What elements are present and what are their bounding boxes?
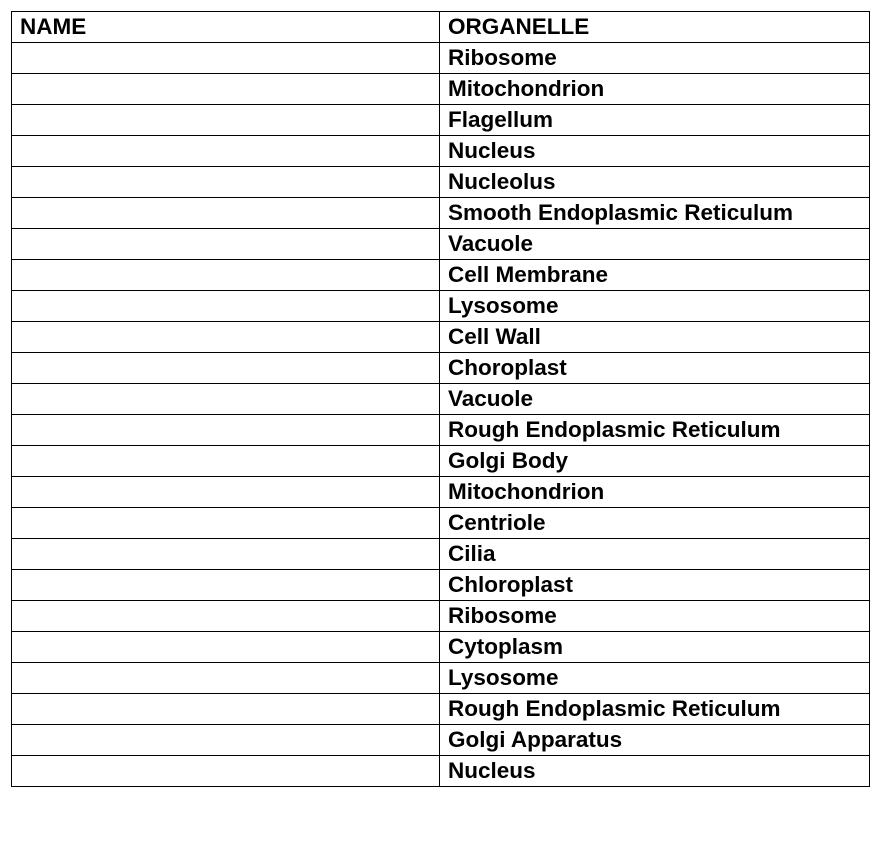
organelle-cell: Choroplast — [440, 353, 870, 384]
name-cell[interactable] — [12, 601, 440, 632]
table-row — [12, 477, 870, 508]
organelle-table — [11, 11, 870, 787]
name-cell[interactable] — [12, 167, 440, 198]
organelle-cell: Cytoplasm — [440, 632, 870, 663]
organelle-cell: Rough Endoplasmic Reticulum — [440, 694, 870, 725]
table-body — [12, 43, 870, 787]
table-row — [12, 43, 870, 74]
organelle-cell: Mitochondrion — [440, 477, 870, 508]
table-header — [12, 12, 870, 43]
table-row — [12, 198, 870, 229]
table-row — [12, 105, 870, 136]
name-cell[interactable] — [12, 136, 440, 167]
organelle-column-header: ORGANELLE — [440, 12, 870, 43]
organelle-cell: Smooth Endoplasmic Reticulum — [440, 198, 870, 229]
organelle-cell: Golgi Body — [440, 446, 870, 477]
organelle-cell: Mitochondrion — [440, 74, 870, 105]
name-cell[interactable] — [12, 415, 440, 446]
table-row — [12, 446, 870, 477]
header-row — [12, 12, 870, 43]
organelle-cell: Vacuole — [440, 229, 870, 260]
table-row — [12, 539, 870, 570]
name-cell[interactable] — [12, 539, 440, 570]
name-cell[interactable] — [12, 508, 440, 539]
table-row — [12, 260, 870, 291]
name-cell[interactable] — [12, 43, 440, 74]
table-row — [12, 663, 870, 694]
table-row — [12, 322, 870, 353]
table-row — [12, 229, 870, 260]
name-cell[interactable] — [12, 725, 440, 756]
organelle-cell: Nucleolus — [440, 167, 870, 198]
table-row — [12, 136, 870, 167]
organelle-cell: Cilia — [440, 539, 870, 570]
table-row — [12, 291, 870, 322]
name-cell[interactable] — [12, 353, 440, 384]
name-cell[interactable] — [12, 322, 440, 353]
organelle-cell: Rough Endoplasmic Reticulum — [440, 415, 870, 446]
name-column-header: NAME — [12, 12, 440, 43]
table-row — [12, 694, 870, 725]
name-cell[interactable] — [12, 446, 440, 477]
organelle-cell: Nucleus — [440, 756, 870, 787]
organelle-cell: Lysosome — [440, 663, 870, 694]
name-cell[interactable] — [12, 632, 440, 663]
organelle-cell: Vacuole — [440, 384, 870, 415]
name-cell[interactable] — [12, 105, 440, 136]
table-row — [12, 353, 870, 384]
table-row — [12, 508, 870, 539]
organelle-cell: Ribosome — [440, 601, 870, 632]
organelle-cell: Cell Wall — [440, 322, 870, 353]
name-cell[interactable] — [12, 663, 440, 694]
organelle-cell: Centriole — [440, 508, 870, 539]
table-row — [12, 415, 870, 446]
organelle-cell: Cell Membrane — [440, 260, 870, 291]
table-row — [12, 756, 870, 787]
organelle-cell: Nucleus — [440, 136, 870, 167]
table-row — [12, 570, 870, 601]
name-cell[interactable] — [12, 260, 440, 291]
name-cell[interactable] — [12, 570, 440, 601]
table-row — [12, 632, 870, 663]
organelle-cell: Chloroplast — [440, 570, 870, 601]
table-row — [12, 384, 870, 415]
name-cell[interactable] — [12, 756, 440, 787]
table-row — [12, 601, 870, 632]
table-row — [12, 74, 870, 105]
name-cell[interactable] — [12, 229, 440, 260]
name-cell[interactable] — [12, 694, 440, 725]
table-row — [12, 725, 870, 756]
name-cell[interactable] — [12, 384, 440, 415]
organelle-cell: Flagellum — [440, 105, 870, 136]
organelle-cell: Ribosome — [440, 43, 870, 74]
name-cell[interactable] — [12, 477, 440, 508]
name-cell[interactable] — [12, 74, 440, 105]
table-row — [12, 167, 870, 198]
organelle-cell: Golgi Apparatus — [440, 725, 870, 756]
organelle-cell: Lysosome — [440, 291, 870, 322]
name-cell[interactable] — [12, 291, 440, 322]
name-cell[interactable] — [12, 198, 440, 229]
